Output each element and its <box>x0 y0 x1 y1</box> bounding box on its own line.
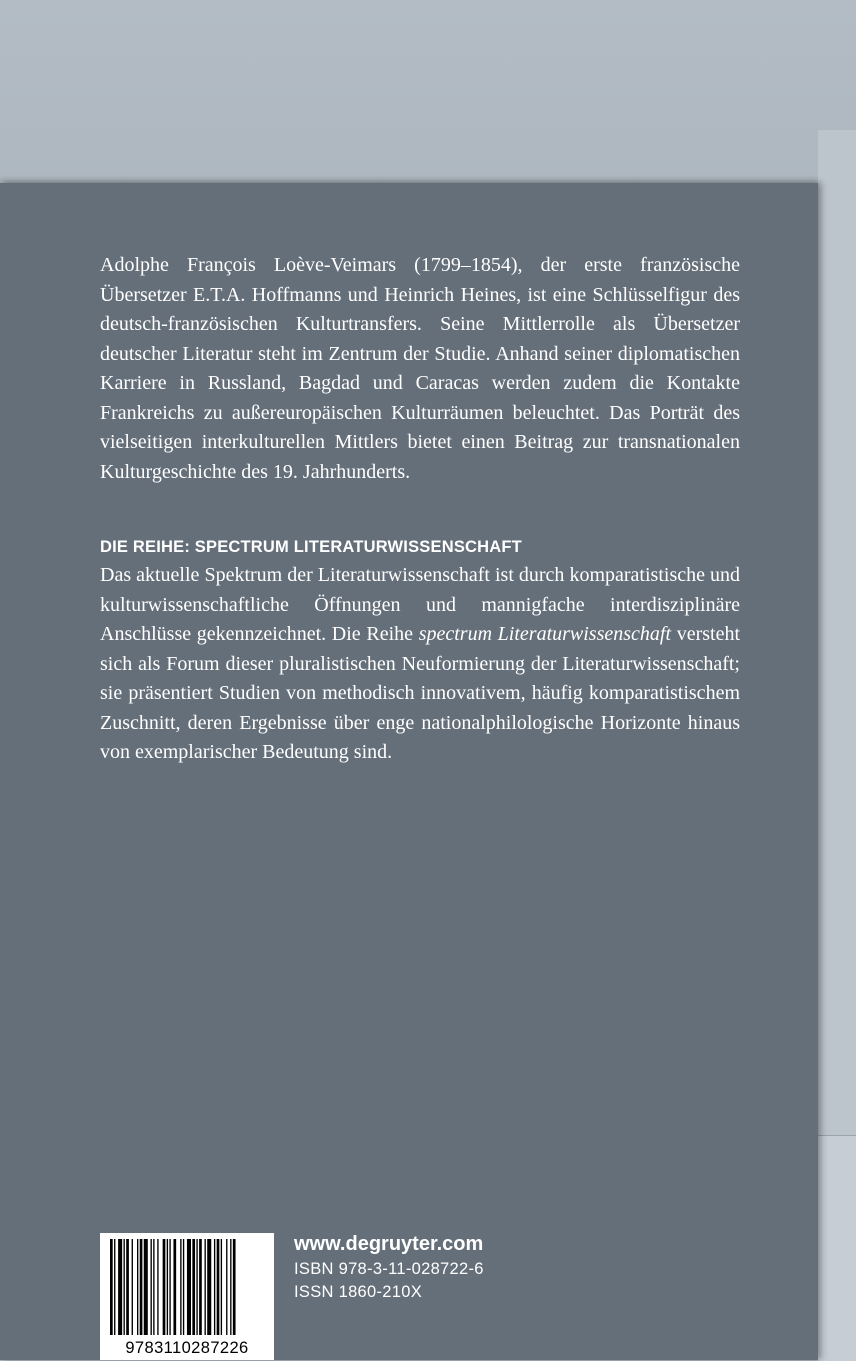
barcode-bar <box>183 1239 184 1335</box>
barcode-bar <box>226 1239 227 1335</box>
publisher-url: www.degruyter.com <box>294 1233 484 1255</box>
barcode-bar <box>192 1239 195 1335</box>
barcode-bar <box>230 1239 231 1335</box>
barcode-bar <box>169 1239 170 1335</box>
issn: ISSN 1860-210X <box>294 1283 423 1301</box>
barcode-bar <box>173 1239 176 1335</box>
barcode-bar <box>110 1239 113 1335</box>
barcode-bar <box>180 1239 181 1335</box>
barcode-bar <box>132 1239 133 1335</box>
barcode-bar <box>126 1239 129 1335</box>
barcode <box>100 1233 274 1360</box>
series-description <box>100 561 740 768</box>
book-blurb: Adolphe François Loève-Veimars (1799–1854), der erste französische Übersetzer E.T.A. Hoffmanns und Heinrich Heines, ist eine Schlüsselfigur des deutsch-französischen Kulturtransfers. Seine Mittlerrolle als Übersetzer deutscher Literatur steht im Zentrum der Studie. Anhand seiner diplomatischen Karriere in Russland, Bagdad und Caracas werden zudem die Kontakte Frankreichs zu außereuropäischen Kulturräumen beleuchtet. Das Porträt des vielseitigen interkulturellen Mittlers bietet einen Beitrag zur transnationalen Kulturgeschichte des 19. Jahrhunderts. <box>100 254 740 483</box>
barcode-bar <box>167 1239 168 1335</box>
barcode-bar <box>187 1239 191 1335</box>
barcode-bar <box>118 1239 122 1335</box>
isbn: ISBN 978-3-11-028722-6 <box>294 1260 484 1278</box>
publisher-info <box>294 1230 484 1304</box>
barcode-bar <box>137 1239 138 1335</box>
series-title-italic: spectrum Literaturwissenschaft <box>418 623 672 645</box>
barcode-bar <box>124 1239 125 1335</box>
series-heading: DIE REIHE: SPECTRUM LITERATURWISSENSCHAFT <box>100 538 522 556</box>
barcode-bars <box>100 1233 274 1335</box>
series-text-part-1: Das aktuelle Spektrum der Literaturwissenschaft ist durch komparatistische und kulturwissenschaftliche Öffnungen und mannigfache interdisziplinäre Anschlüsse gekennzeichnet. Die Reihe <box>100 564 740 645</box>
barcode-bar <box>144 1239 148 1335</box>
barcode-bar <box>163 1239 166 1335</box>
barcode-bar <box>199 1239 202 1335</box>
barcode-bar <box>205 1239 206 1335</box>
barcode-bar <box>140 1239 143 1335</box>
barcode-bar <box>233 1239 236 1335</box>
barcode-bar <box>114 1239 115 1335</box>
series-text-part-2: versteht sich als Forum dieser pluralistischen Neuformierung der Literaturwissenschaft; sie präsentiert Studien von methodisch innovativem, häufig komparatistischem Zuschnitt, deren Ergebnisse über enge nationalphilologische Horizonte hinaus von exemplarischer Bedeutung sind. <box>100 623 741 763</box>
barcode-bar <box>207 1239 211 1335</box>
barcode-digits: 9783110287226 <box>125 1339 249 1357</box>
barcode-bar <box>214 1239 215 1335</box>
barcode-bar <box>221 1239 222 1335</box>
barcode-bar <box>196 1239 197 1335</box>
background-top <box>0 0 856 183</box>
barcode-bar <box>153 1239 154 1335</box>
barcode-bar <box>217 1239 220 1335</box>
barcode-bar <box>157 1239 158 1335</box>
barcode-bar <box>151 1239 152 1335</box>
background-right-lower <box>818 1135 856 1361</box>
